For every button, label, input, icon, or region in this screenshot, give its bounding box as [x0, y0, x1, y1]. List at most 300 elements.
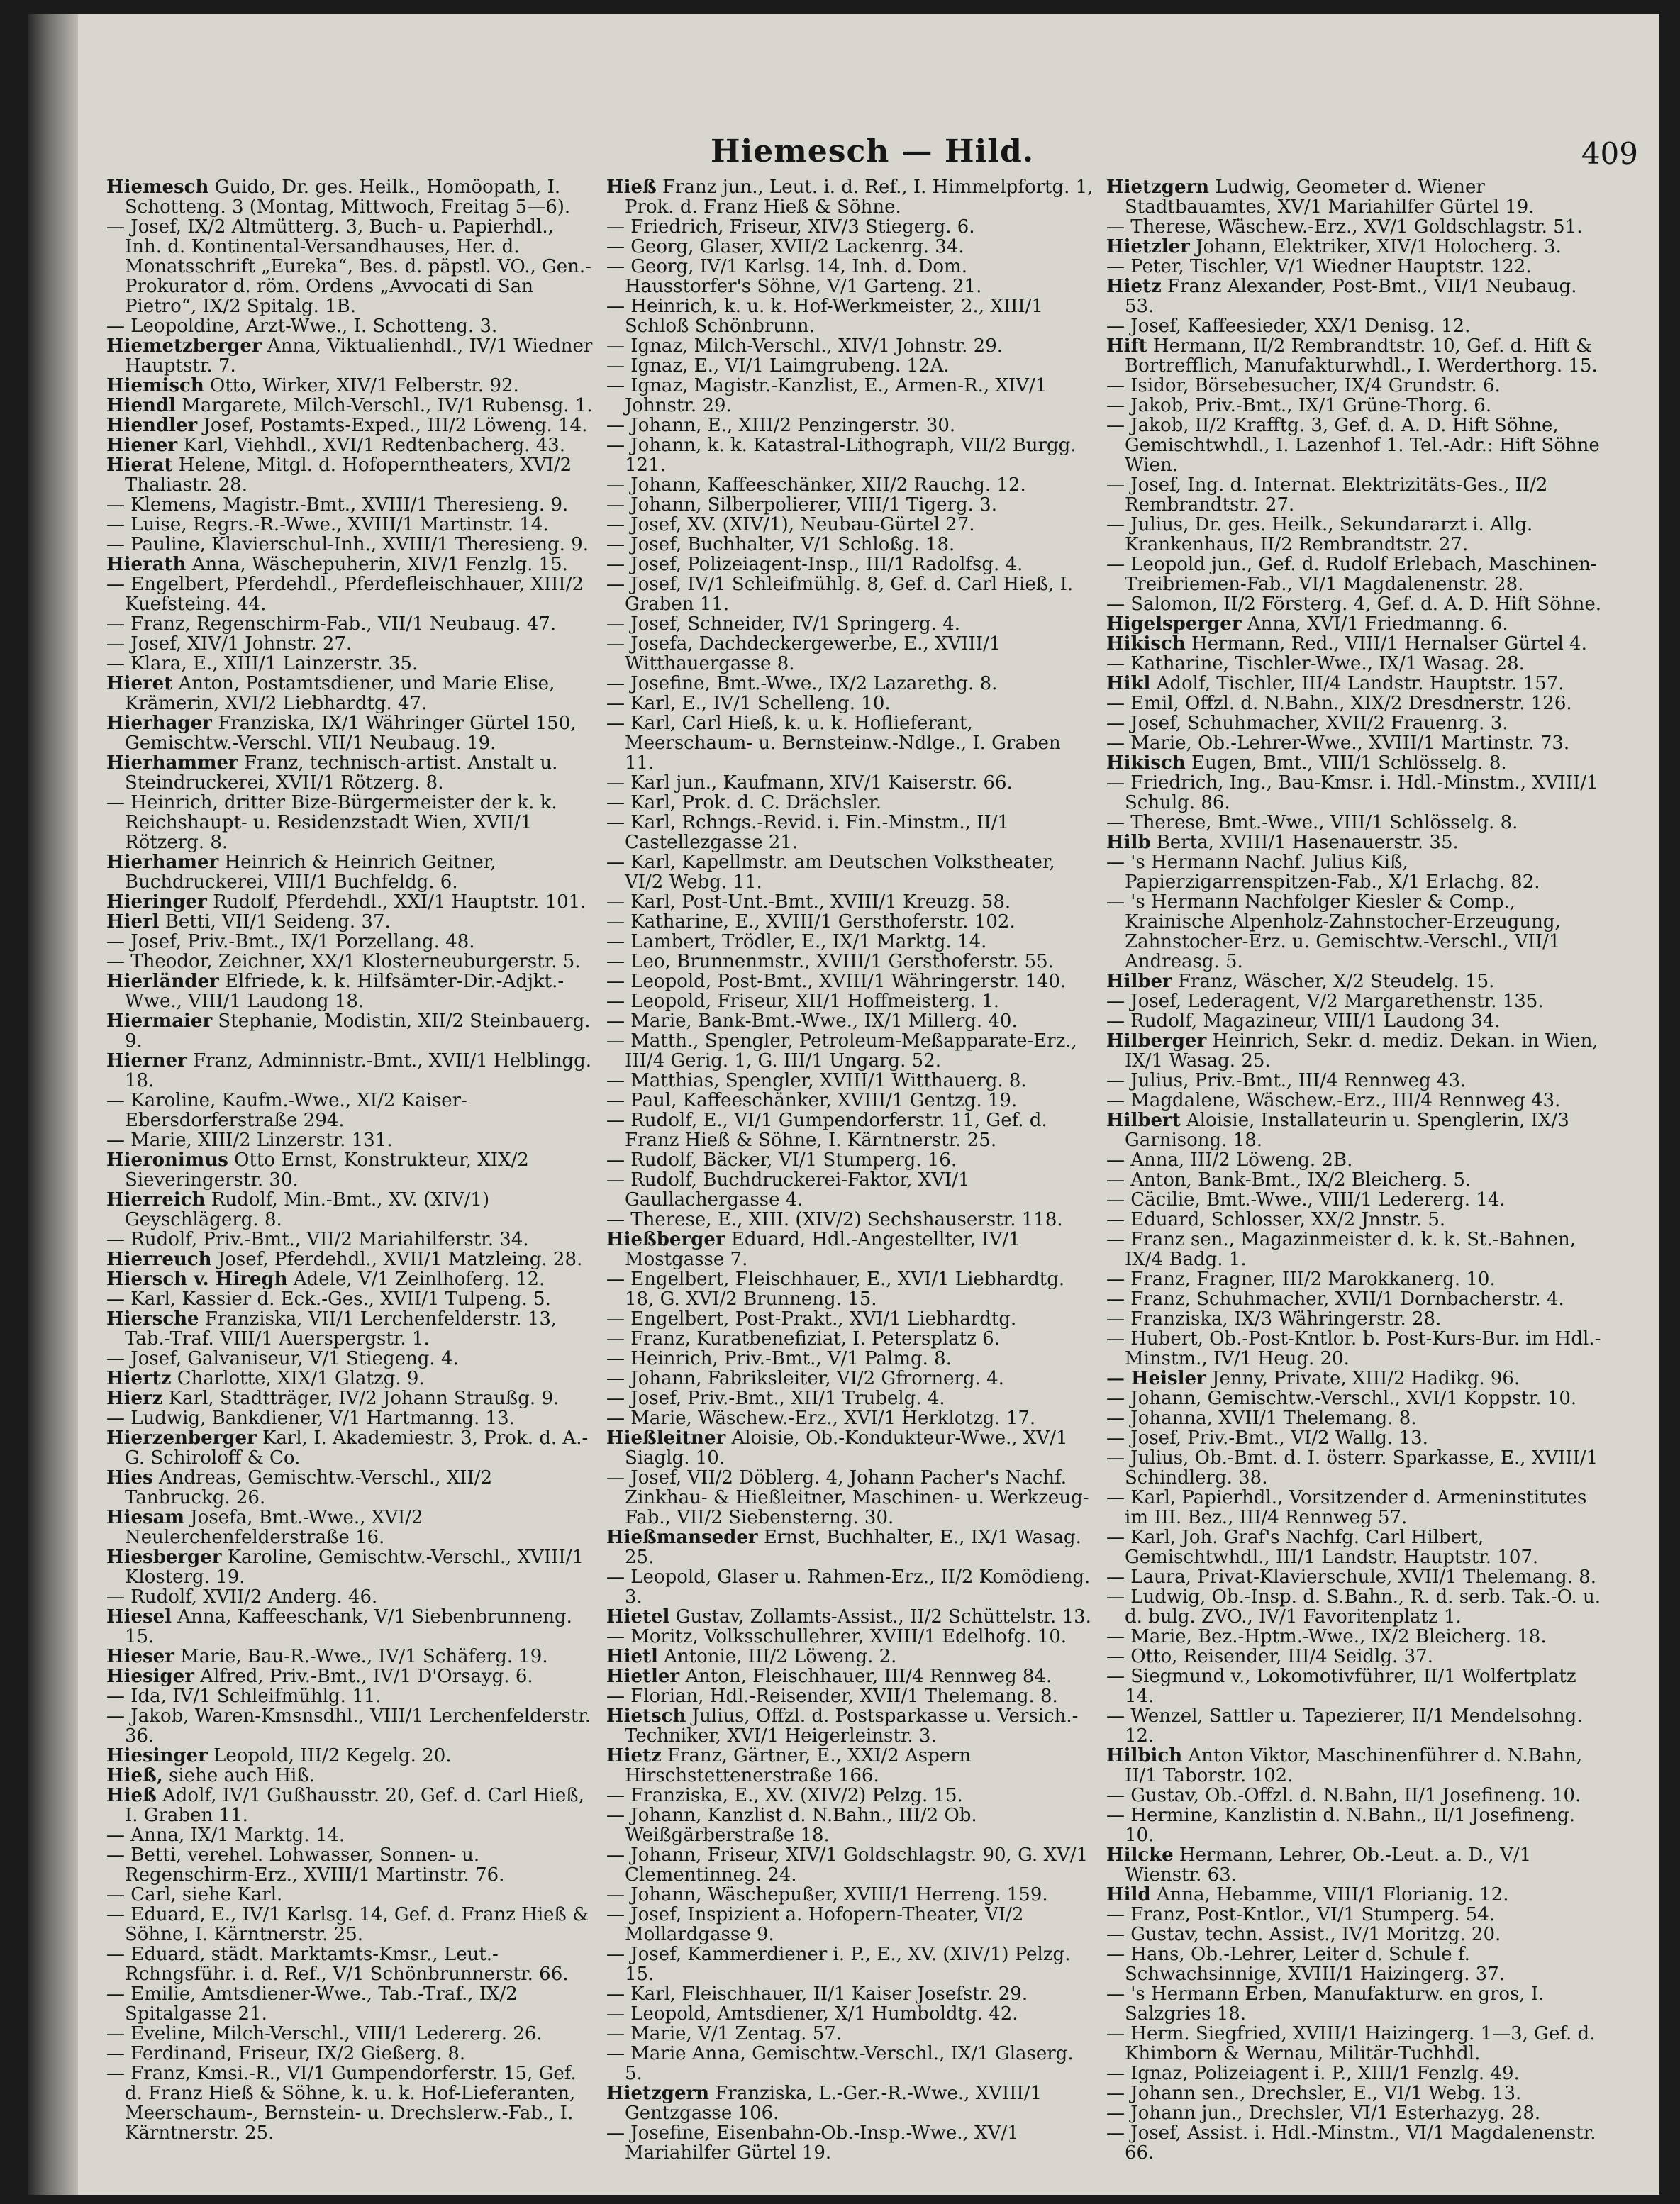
entry-details: — Florian, Hdl.-Reisender, XVII/1 Thelemang. 8. [606, 1686, 1058, 1707]
directory-entry [1106, 594, 1603, 614]
directory-entry [606, 2083, 1096, 2123]
entry-details: — Marie, Wäschew.-Erz., XVI/1 Herklotzg. 17. [606, 1408, 1036, 1429]
directory-entry [1106, 1428, 1603, 1448]
directory-entry [106, 1885, 596, 1905]
entry-details: — Josef, Priv.-Bmt., VI/2 Wallg. 13. [1106, 1427, 1428, 1449]
entry-details: — Klemens, Magistr.-Bmt., XVIII/1 Theresieng. 9. [106, 494, 569, 516]
entry-details: Karl, Viehhdl., XVI/1 Redtenbacherg. 43. [177, 435, 565, 456]
entry-details: — Ignaz, Polizeiagent i. P., XIII/1 Fenzlg. 49. [1106, 2063, 1520, 2084]
entry-details: — Rudolf, Magazineur, VIII/1 Laudong 34. [1106, 1011, 1501, 1032]
entry-details: — Anna, IX/1 Marktg. 14. [106, 1825, 345, 1846]
directory-entry [606, 217, 1096, 237]
entry-details: — Julius, Priv.-Bmt., III/4 Rennweg 43. [1106, 1070, 1467, 1091]
directory-entry [1106, 396, 1603, 416]
directory-entry [106, 852, 596, 892]
entry-details: — Josefine, Bmt.-Wwe., IX/2 Lazarethg. 8. [606, 673, 998, 694]
directory-entry [106, 1130, 596, 1150]
directory-entry [1106, 217, 1603, 237]
entry-surname: Hieß [606, 177, 657, 198]
entry-surname: Hieß [106, 1785, 157, 1806]
directory-entry [106, 654, 596, 674]
directory-entry [106, 574, 596, 614]
directory-entry [1106, 972, 1603, 991]
entry-details: — Johann, Kanzlist d. N.Bahn., III/2 Ob. Weißgärberstraße 18. [606, 1805, 977, 1846]
entry-details: — Wenzel, Sattler u. Tapezierer, II/1 Mendelsohng. 12. [1106, 1705, 1583, 1747]
directory-entry [606, 356, 1096, 376]
directory-entry [606, 1091, 1096, 1111]
directory-entry [1106, 1925, 1603, 1944]
entry-details: — Hubert, Ob.-Post-Kntlor. b. Post-Kurs-Bur. im Hdl.-Minstm., IV/1 Heug. 20. [1106, 1328, 1601, 1369]
entry-details: Karoline, Gemischtw.-Verschl., XVIII/1 Klosterg. 19. [125, 1547, 584, 1588]
directory-entry [106, 1508, 596, 1547]
entry-details: — Karl, Rchngs.-Revid. i. Fin.-Minstm., II/1 Castellezgasse 21. [606, 812, 1010, 853]
directory-entry [106, 1428, 596, 1468]
directory-entry [106, 892, 596, 912]
directory-entry [606, 1428, 1096, 1468]
directory-entry [1106, 773, 1603, 813]
entry-details: Ludwig, Geometer d. Wiener Stadtbauamtes, XV/1 Mariahilfer Gürtel 19. [1125, 177, 1535, 218]
directory-entry [606, 237, 1096, 257]
entry-details: Rudolf, Min.-Bmt., XV. (XIV/1) Geyschlägerg. 8. [125, 1189, 490, 1230]
directory-entry [606, 912, 1096, 932]
entry-details: — Josef, Kaffeesieder, XX/1 Denisg. 12. [1106, 316, 1471, 337]
running-title: Hiemesch — Hild. [710, 133, 1035, 169]
entry-details: — Karl jun., Kaufmann, XIV/1 Kaiserstr. 66. [606, 772, 1013, 794]
entry-details: — Leopold, Glaser u. Rahmen-Erz., II/2 Komödieng. 3. [606, 1566, 1091, 1608]
entry-details: Franz, Gärtner, E., XXI/2 Aspern Hirschstettenerstraße 166. [625, 1745, 972, 1786]
directory-entry [1106, 1746, 1603, 1786]
entry-details: — Jakob, II/2 Krafftg. 3, Gef. d. A. D. Hift Söhne, Gemischtwhdl., I. Lazenhof 1. Tel.-Adr.: Hift Söhne Wien. [1106, 415, 1600, 476]
directory-columns [106, 177, 1659, 2184]
entry-details: Alfred, Priv.-Bmt., IV/1 D'Orsayg. 6. [194, 1666, 533, 1687]
directory-entry [606, 1706, 1096, 1746]
directory-entry [1106, 1627, 1603, 1647]
entry-details: — Karl, Kapellmstr. am Deutschen Volkstheater, VI/2 Webg. 11. [606, 852, 1055, 893]
directory-entry [1106, 2024, 1603, 2064]
entry-details: — Johann, Kaffeeschänker, XII/2 Rauchg. 12. [606, 474, 1026, 496]
entry-details: — Matthias, Spengler, XVIII/1 Witthauerg. 8. [606, 1070, 1027, 1091]
directory-entry [1106, 416, 1603, 475]
entry-surname: Hierath [106, 554, 187, 575]
directory-entry [106, 753, 596, 793]
directory-entry [606, 574, 1096, 614]
entry-details: — Johann, Fabriksleiter, VI/2 Gfrornerg. 4. [606, 1368, 1004, 1389]
entry-surname: Hiesberger [106, 1547, 222, 1568]
entry-details: — Leopold, Post-Bmt., XVIII/1 Währingerstr. 140. [606, 971, 1067, 992]
entry-surname: Hieß, [106, 1765, 163, 1786]
directory-entry [1106, 555, 1603, 594]
entry-details: Anna, XVI/1 Friedmanng. 6. [1241, 613, 1508, 635]
entry-details: — Josef, Assist. i. Hdl.-Minstm., VI/1 Magdalenenstr. 66. [1106, 2122, 1596, 2164]
entry-details: — Franz, Kmsi.-R., VI/1 Gumpendorferstr. 15, Gef. d. Franz Hieß & Söhne, k. u. k. Hof-Lieferanten, Meerschaum-, Bernstein- u. Drechslerw.-Fab., I. Kärntnerstr. 25. [106, 2063, 577, 2144]
directory-entry [606, 1170, 1096, 1210]
entry-details: — Eduard, städt. Marktamts-Kmsr., Leut.-Rchngsführ. i. d. Ref., V/1 Schönbrunnerstr. 66. [106, 1944, 569, 1985]
entry-surname: Hierreich [106, 1189, 206, 1210]
entry-details: Stephanie, Modistin, XII/2 Steinbauerg. 9. [125, 1011, 591, 1052]
entry-details: — Emilie, Amtsdiener-Wwe., Tab.-Traf., IX/2 Spitalgasse 21. [106, 1983, 518, 2025]
entry-details: — Theodor, Zeichner, XX/1 Klosterneuburgerstr. 5. [106, 951, 581, 972]
directory-entry [606, 1329, 1096, 1349]
entry-details: — Franz, Post-Kntlor., VI/1 Stumperg. 54. [1106, 1904, 1496, 1925]
directory-entry [1106, 991, 1603, 1011]
entry-details: — Katharine, E., XVIII/1 Gersthoferstr. 102. [606, 911, 1016, 933]
entry-details: — Leopoldine, Arzt-Wwe., I. Schotteng. 3. [106, 316, 498, 337]
directory-entry [106, 1786, 596, 1825]
entry-details: — Johann sen., Drechsler, E., VI/1 Webg. 13. [1106, 2083, 1522, 2104]
entry-details: Charlotte, XIX/1 Glatzg. 9. [171, 1368, 425, 1389]
entry-details: — Josef, IV/1 Schleifmühlg. 8, Gef. d. Carl Hieß, I. Graben 11. [606, 574, 1074, 615]
directory-entry [606, 1309, 1096, 1329]
entry-details: — Marie, XIII/2 Linzerstr. 131. [106, 1130, 393, 1151]
directory-page [28, 14, 1659, 2195]
directory-entry [106, 1250, 596, 1269]
entry-surname: Hild [1106, 1884, 1151, 1905]
page-header [92, 121, 1652, 177]
entry-details: — Matth., Spengler, Petroleum-Meßapparate-Erz., III/4 Gerig. 1, G. III/1 Ungarg. 52. [606, 1030, 1077, 1072]
directory-entry [106, 336, 596, 376]
entry-surname: Hietl [606, 1646, 658, 1667]
directory-entry [606, 1984, 1096, 2004]
entry-details: — Franz, Kuratbenefiziat, I. Petersplatz 6. [606, 1328, 1000, 1349]
entry-details: — Ludwig, Ob.-Insp. d. S.Bahn., R. d. serb. Tak.-O. u. d. bulg. ZVO., IV/1 Favoritenplatz 1. [1106, 1586, 1601, 1627]
directory-entry [606, 1885, 1096, 1905]
directory-entry [106, 1230, 596, 1250]
directory-entry [1106, 1388, 1603, 1408]
entry-surname: Hierhager [106, 713, 212, 734]
entry-details: Andreas, Gemischtw.-Verschl., XII/2 Tanbruckg. 26. [125, 1467, 493, 1508]
entry-details: — Leopold, Amtsdiener, X/1 Humboldtg. 42. [606, 2003, 1018, 2025]
entry-details: — Hans, Ob.-Lehrer, Leiter d. Schule f. Schwachsinnige, XVIII/1 Haizingerg. 37. [1106, 1944, 1506, 1985]
entry-details: — Salomon, II/2 Försterg. 4, Gef. d. A. D. Hift Söhne. [1106, 594, 1602, 615]
entry-details: — Josef, Galvaniseur, V/1 Stiegeng. 4. [106, 1348, 459, 1369]
entry-surname: Hiendl [106, 395, 176, 416]
entry-details: — Heinrich, k. u. k. Hof-Werkmeister, 2., XIII/1 Schloß Schönbrunn. [606, 296, 1043, 337]
directory-entry [106, 416, 596, 435]
directory-entry [1106, 515, 1603, 555]
directory-entry [606, 257, 1096, 296]
directory-entry [1106, 1666, 1603, 1706]
directory-entry [1106, 713, 1603, 733]
directory-entry [106, 1091, 596, 1130]
entry-details: — Marie Anna, Gemischtw.-Verschl., IX/1 Glaserg. 5. [606, 2043, 1074, 2084]
directory-entry [606, 614, 1096, 634]
directory-entry [1106, 1944, 1603, 1984]
entry-surname: Hieringer [106, 891, 207, 913]
entry-details: Eduard, Hdl.-Angestellter, IV/1 Mostgasse 7. [625, 1229, 1020, 1270]
entry-surname: Hiesinger [106, 1745, 208, 1766]
entry-details: Anna, Wäschepuherin, XIV/1 Fenzlg. 15. [186, 554, 568, 575]
entry-surname: Hiesam [106, 1507, 184, 1528]
entry-details: — Josef, Ing. d. Internat. Elektrizitäts-Ges., II/2 Rembrandtstr. 27. [1106, 474, 1548, 516]
directory-entry [1106, 1527, 1603, 1567]
entry-details: — Therese, Wäschew.-Erz., XV/1 Goldschlagstr. 51. [1106, 216, 1583, 238]
directory-entry [606, 1011, 1096, 1031]
directory-entry [1106, 316, 1603, 336]
directory-entry [106, 177, 596, 217]
entry-details: Adele, V/1 Zeinlhoferg. 12. [287, 1269, 545, 1290]
directory-entry [106, 1150, 596, 1190]
entry-details: Anna, Viktualienhdl., IV/1 Wiedner Hauptstr. 7. [125, 335, 593, 377]
directory-entry [606, 1746, 1096, 1786]
directory-entry [1106, 177, 1603, 217]
entry-surname: Hierhammer [106, 752, 238, 774]
directory-entry [106, 1607, 596, 1647]
entry-details: — Josef, XIV/1 Johnstr. 27. [106, 633, 352, 655]
directory-entry [106, 1587, 596, 1607]
entry-details: Aloisie, Installateurin u. Spenglerin, IX/3 Garnisong. 18. [1125, 1110, 1569, 1151]
directory-entry [1106, 1091, 1603, 1111]
entry-details: — Rudolf, Priv.-Bmt., VII/2 Mariahilferstr. 34. [106, 1229, 529, 1250]
entry-details: — Johann, Silberpolierer, VIII/1 Tigerg. 3. [606, 494, 997, 516]
directory-entry [106, 316, 596, 336]
directory-entry [1106, 1984, 1603, 2024]
entry-details: — Herm. Siegfried, XVIII/1 Haizingerg. 1—3, Gef. d. Khimborn & Wernau, Militär-Tuchhdl. [1106, 2023, 1596, 2064]
entry-details: Franz, Adminnistr.-Bmt., XVII/1 Helblingg. 18. [125, 1050, 591, 1091]
entry-surname: Hiesiger [106, 1666, 194, 1687]
entry-details: — Jakob, Priv.-Bmt., IX/1 Grüne-Thorg. 6. [1106, 395, 1492, 416]
entry-details: — Josef, Lederagent, V/2 Margarethenstr. 135. [1106, 991, 1544, 1012]
directory-entry [606, 2123, 1096, 2163]
entry-surname: Hiersch v. Hiregh [106, 1269, 288, 1290]
directory-entry [606, 296, 1096, 336]
directory-entry [1106, 1150, 1603, 1170]
entry-details: — Franziska, IX/3 Währingerstr. 28. [1106, 1308, 1442, 1330]
entry-details: Anton, Fleischhauer, III/4 Rennweg 84. [679, 1666, 1052, 1687]
entry-details: — Karl, Kassier d. Eck.-Ges., XVII/1 Tulpeng. 5. [106, 1289, 551, 1310]
entry-details: — Karl, Joh. Graf's Nachfg. Carl Hilbert, Gemischtwhdl., III/1 Landstr. Hauptstr. 107. [1106, 1527, 1539, 1568]
entry-details: — Eveline, Milch-Verschl., VIII/1 Ledererg. 26. [106, 2023, 543, 2044]
entry-surname: Hilbert [1106, 1110, 1181, 1131]
directory-entry [1106, 1448, 1603, 1488]
entry-details: — Karl, Fleischhauer, II/1 Kaiser Josefstr. 29. [606, 1983, 1028, 2005]
directory-entry [606, 1071, 1096, 1091]
entry-details: Franz, technisch-artist. Anstalt u. Steindruckerei, XVII/1 Rötzerg. 8. [125, 752, 558, 794]
entry-surname: Hiersche [106, 1308, 199, 1330]
directory-entry [606, 555, 1096, 574]
directory-entry [606, 1111, 1096, 1150]
entry-details: — Josef, Kammerdiener i. P., E., XV. (XIV/1) Pelzg. 15. [606, 1944, 1071, 1985]
directory-entry [1106, 1647, 1603, 1666]
entry-details: — Karl, E., IV/1 Schelleng. 10. [606, 693, 891, 714]
directory-entry [606, 1031, 1096, 1071]
directory-entry [606, 1786, 1096, 1805]
entry-details: Franz, Wäscher, X/2 Steudelg. 15. [1172, 971, 1495, 992]
entry-details: — Heinrich, Priv.-Bmt., V/1 Palmg. 8. [606, 1348, 952, 1369]
entry-surname: Hietler [606, 1666, 680, 1687]
entry-surname: Hieser [106, 1646, 174, 1667]
directory-entry [106, 1289, 596, 1309]
directory-entry [606, 952, 1096, 972]
directory-entry [606, 1627, 1096, 1647]
directory-entry [1106, 1011, 1603, 1031]
entry-details: — Franz, Fragner, III/2 Marokkanerg. 10. [1106, 1269, 1496, 1290]
directory-entry [106, 217, 596, 316]
directory-entry [606, 1210, 1096, 1230]
directory-entry [106, 1388, 596, 1408]
entry-details: — Eduard, E., IV/1 Karlsg. 14, Gef. d. Franz Hieß & Söhne, I. Kärntnerstr. 25. [106, 1904, 589, 1945]
directory-entry [106, 455, 596, 495]
directory-entry [106, 435, 596, 455]
directory-entry [106, 674, 596, 713]
directory-entry [606, 495, 1096, 515]
entry-details: — 's Hermann Nachfolger Kiesler & Comp., Krainische Alpenholz-Zahnstocher-Erzeugung, Zahnstocher-Erz. u. Gemischtw.-Verschl., VII/1 Andreasg. 5. [1106, 891, 1561, 972]
directory-entry [106, 1051, 596, 1091]
entry-details: — Josef, Schneider, IV/1 Springerg. 4. [606, 613, 960, 635]
entry-details: — Ignaz, E., VI/1 Laimgrubeng. 12A. [606, 355, 950, 377]
entry-details: — Engelbert, Pferdehdl., Pferdefleischhauer, XIII/2 Kuefsteing. 44. [106, 574, 584, 615]
entry-details: Hermann, Red., VIII/1 Hernalser Gürtel 4. [1185, 633, 1587, 655]
entry-surname: Hikisch [1106, 752, 1186, 774]
entry-details: Adolf, Tischler, III/4 Landstr. Hauptstr. 157. [1150, 673, 1564, 694]
directory-entry [106, 535, 596, 555]
entry-details: — Josefa, Dachdeckergewerbe, E., XVIII/1 Witthauergasse 8. [606, 633, 1001, 674]
entry-details: — Karl, Carl Hieß, k. u. k. Hoflieferant, Meerschaum- u. Bernsteinw.-Ndlge., I. Graben 11. [606, 713, 1061, 774]
entry-details: — Georg, Glaser, XVII/2 Lackenrg. 34. [606, 236, 964, 257]
directory-entry [606, 793, 1096, 813]
entry-details: — Leo, Brunnenmstr., XVIII/1 Gersthoferstr. 55. [606, 951, 1054, 972]
entry-details: — Klara, E., XIII/1 Lainzerstr. 35. [106, 653, 418, 674]
directory-entry [1106, 892, 1603, 972]
directory-entry [106, 1766, 596, 1786]
directory-entry [106, 1369, 596, 1388]
directory-entry [1106, 694, 1603, 713]
directory-entry [106, 1547, 596, 1587]
directory-entry [106, 396, 596, 416]
entry-details: — Heinrich, dritter Bize-Bürgermeister der k. k. Reichshaupt- u. Residenzstadt Wien, XVII/1 Rötzerg. 8. [106, 792, 557, 853]
entry-surname: Hietzgern [606, 2083, 710, 2104]
directory-entry [606, 852, 1096, 892]
entry-details: — Johann, Gemischtw.-Verschl., XVI/1 Koppstr. 10. [1106, 1388, 1577, 1409]
entry-details: siehe auch Hiß. [162, 1765, 315, 1786]
directory-entry [606, 376, 1096, 416]
entry-details: — Franz, Schuhmacher, XVII/1 Dornbacherstr. 4. [1106, 1289, 1564, 1310]
directory-entry [1106, 1408, 1603, 1428]
entry-surname: Hilber [1106, 971, 1172, 992]
entry-details: — Johann jun., Drechsler, VI/1 Esterhazyg. 28. [1106, 2103, 1541, 2124]
directory-entry [106, 932, 596, 952]
directory-entry [106, 1349, 596, 1369]
entry-details: — Josef, VII/2 Döblerg. 4, Johann Pacher's Nachf. Zinkhau- & Hießleitner, Maschinen- u. Werkzeug-Fab., VII/2 Siebensterng. 30. [606, 1467, 1089, 1528]
directory-entry [106, 634, 596, 654]
entry-details: — Cäcilie, Bmt.-Wwe., VIII/1 Ledererg. 14. [1106, 1189, 1506, 1210]
entry-details: Anna, Hebamme, VIII/1 Florianig. 12. [1150, 1884, 1509, 1905]
entry-details: — Johanna, XVII/1 Thelemang. 8. [1106, 1408, 1417, 1429]
entry-details: — Therese, E., XIII. (XIV/2) Sechshauserstr. 118. [606, 1209, 1063, 1230]
directory-entry [106, 515, 596, 535]
entry-surname: Hierner [106, 1050, 187, 1072]
directory-entry [1106, 654, 1603, 674]
directory-entry [1106, 475, 1603, 515]
entry-details: — Moritz, Volksschullehrer, XVIII/1 Edelhofg. 10. [606, 1626, 1067, 1647]
entry-details: — Rudolf, Buchdruckerei-Faktor, XVI/1 Gaullachergasse 4. [606, 1169, 970, 1210]
directory-entry [1106, 1845, 1603, 1885]
directory-entry [106, 2064, 596, 2143]
directory-entry [106, 614, 596, 634]
entry-surname: Hierreuch [106, 1249, 212, 1270]
entry-details: — Paul, Kaffeeschänker, XVIII/1 Gentzg. 19. [606, 1090, 1018, 1111]
directory-entry [106, 555, 596, 574]
directory-entry [606, 1805, 1096, 1845]
directory-entry [606, 1349, 1096, 1369]
directory-entry [606, 1369, 1096, 1388]
directory-entry [1106, 753, 1603, 773]
directory-entry [1106, 1905, 1603, 1925]
entry-details: — Franz sen., Magazinmeister d. k. k. St.-Bahnen, IX/4 Badg. 1. [1106, 1229, 1576, 1270]
entry-details: Josef, Pferdehdl., XVII/1 Matzleing. 28. [211, 1249, 583, 1270]
entry-surname: Hierhamer [106, 852, 219, 873]
directory-entry [606, 713, 1096, 773]
directory-entry [1106, 1369, 1603, 1388]
entry-surname: Hiemisch [106, 375, 204, 396]
entry-details: — 's Hermann Erben, Manufakturw. en gros, I. Salzgries 18. [1106, 1983, 1545, 2025]
directory-entry [1106, 1885, 1603, 1905]
directory-entry [1106, 1210, 1603, 1230]
entry-surname: Hiemetzberger [106, 335, 262, 357]
directory-entry [606, 674, 1096, 694]
entry-details: — Leopold jun., Gef. d. Rudolf Erlebach, Maschinen-Treibriemen-Fab., VI/1 Magdalenenstr. 28. [1106, 554, 1597, 595]
directory-entry [1106, 674, 1603, 694]
entry-details: — Johann, Wäschepußer, XVIII/1 Herreng. 159. [606, 1884, 1048, 1905]
directory-entry [1106, 2103, 1603, 2123]
directory-entry [606, 932, 1096, 952]
entry-surname: Hießmanseder [606, 1527, 758, 1548]
directory-entry [606, 515, 1096, 535]
directory-entry [106, 495, 596, 515]
entry-surname: — Heisler [1106, 1368, 1206, 1389]
entry-details: — Katharine, Tischler-Wwe., IX/1 Wasag. 28. [1106, 653, 1525, 674]
entry-details: Marie, Bau-R.-Wwe., IV/1 Schäferg. 19. [174, 1646, 548, 1667]
directory-entry [106, 1190, 596, 1230]
directory-entry [106, 1825, 596, 1845]
directory-entry [106, 1647, 596, 1666]
directory-entry [1106, 1071, 1603, 1091]
entry-details: — Luise, Regrs.-R.-Wwe., XVIII/1 Martinstr. 14. [106, 514, 549, 535]
entry-details: Julius, Offzl. d. Postsparkasse u. Versich.-Techniker, XVI/1 Heigerleinstr. 3. [625, 1705, 1079, 1747]
page-number: 409 [1581, 136, 1638, 171]
directory-entry [606, 892, 1096, 912]
entry-surname: Hies [106, 1467, 153, 1488]
entry-details: — Ida, IV/1 Schleifmühlg. 11. [106, 1686, 382, 1707]
entry-details: Jenny, Private, XIII/2 Hadikg. 96. [1206, 1368, 1520, 1389]
directory-entry [1106, 1111, 1603, 1150]
entry-details: — Marie, V/1 Zentag. 57. [606, 2023, 842, 2044]
entry-details: — Josef, Polizeiagent-Insp., III/1 Radolfsg. 4. [606, 554, 1023, 575]
entry-details: — Ignaz, Milch-Verschl., XIV/1 Johnstr. 29. [606, 335, 1003, 357]
directory-entry [606, 634, 1096, 674]
entry-details: — Otto, Reisender, III/4 Seidlg. 37. [1106, 1646, 1433, 1667]
directory-entry [606, 2024, 1096, 2044]
directory-entry [1106, 1329, 1603, 1369]
entry-details: — Marie, Ob.-Lehrer-Wwe., XVIII/1 Martinstr. 73. [1106, 733, 1570, 754]
directory-entry [1106, 1786, 1603, 1805]
directory-entry [606, 1468, 1096, 1527]
entry-surname: Hiendler [106, 415, 198, 436]
entry-details: Leopold, III/2 Kegelg. 20. [207, 1745, 452, 1766]
entry-surname: Hietel [606, 1606, 670, 1627]
directory-entry [106, 972, 596, 1011]
entry-details: — Friedrich, Ing., Bau-Kmsr. i. Hdl.-Minstm., XVIII/1 Schulg. 86. [1106, 772, 1598, 813]
entry-surname: Hierl [106, 911, 160, 933]
entry-details: Franziska, VII/1 Lerchenfelderstr. 13, Tab.-Traf. VIII/1 Auerspergstr. 1. [125, 1308, 557, 1349]
directory-entry [106, 1845, 596, 1885]
entry-details: — Georg, IV/1 Karlsg. 14, Inh. d. Dom. Hausstorfer's Söhne, V/1 Garteng. 21. [606, 256, 982, 297]
entry-details: Anton Viktor, Maschinenführer d. N.Bahn, II/1 Taborstr. 102. [1125, 1745, 1583, 1786]
directory-entry [606, 475, 1096, 495]
directory-entry [1106, 1190, 1603, 1210]
directory-entry [606, 991, 1096, 1011]
entry-details: — Rudolf, E., VI/1 Gumpendorferstr. 11, Gef. d. Franz Hieß & Söhne, I. Kärntnerstr. 25. [606, 1110, 1047, 1151]
entry-details: Margarete, Milch-Verschl., IV/1 Rubensg. 1. [175, 395, 593, 416]
